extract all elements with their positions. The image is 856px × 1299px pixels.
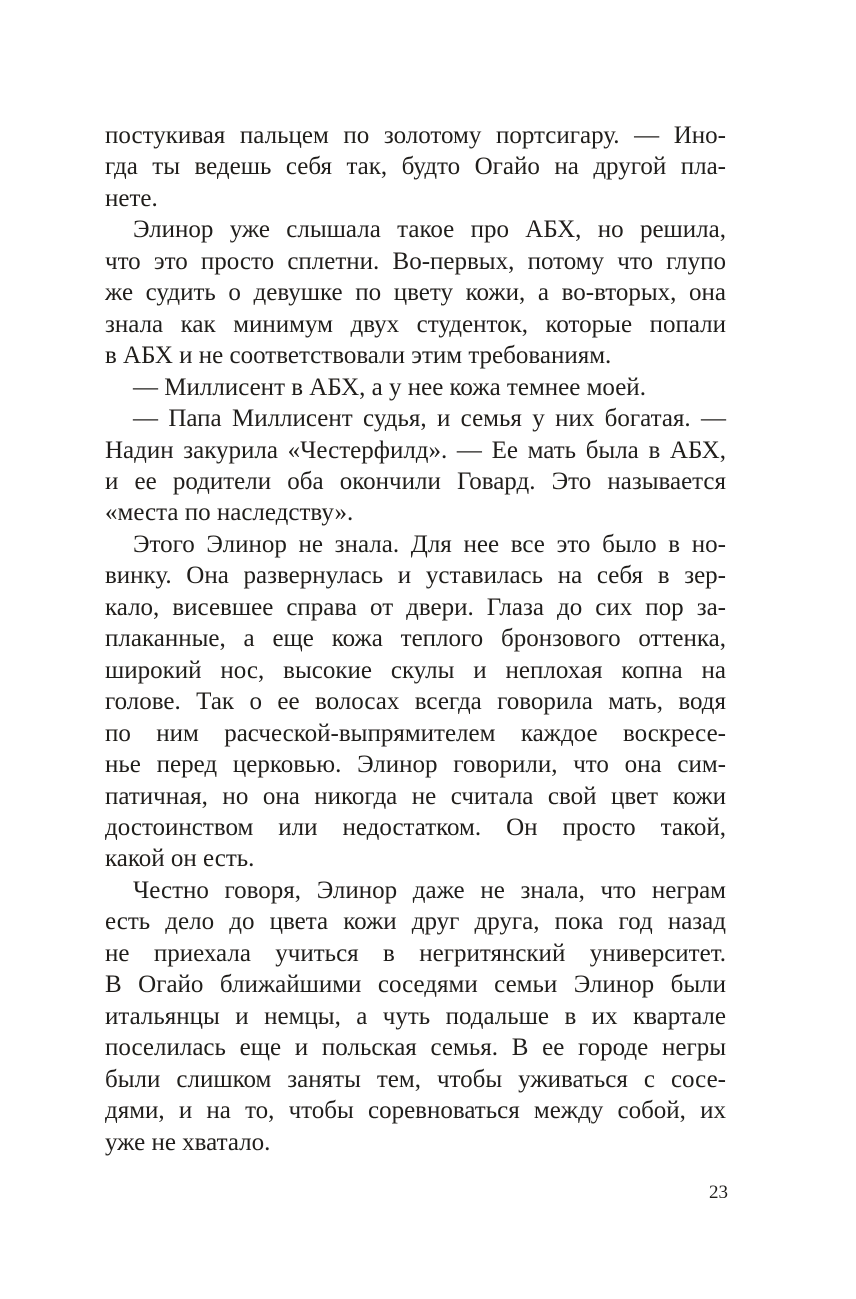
text-line: какой он есть. (105, 845, 255, 873)
text-line: патичная, но она никогда не считала свой цвет кожи (105, 782, 726, 810)
text-line: поселилась еще и польская семья. В ее городе негры (105, 1034, 726, 1062)
text-line: постукивая пальцем по золотому портсигару. — Ино- (105, 122, 726, 149)
text-line: не приехала учиться в негритянский университет. (105, 939, 726, 967)
text-line: «места по наследству». (105, 499, 354, 527)
text-line: по ним расческой-выпрямителем каждое воскресе- (105, 719, 726, 747)
text-line: в АБХ и не соответствовали этим требованиям. (105, 342, 612, 370)
text-line: В Огайо ближайшими соседями семьи Элинор были (105, 971, 726, 999)
text-line: нете. (105, 184, 158, 212)
text-line: Надин закурила «Честерфилд». — Ее мать была в АБХ, (105, 436, 726, 464)
text-line: плаканные, а еще кожа теплого бронзового оттенка, (105, 625, 726, 653)
text-line: что это просто сплетни. Во-первых, потому что глупо (105, 247, 726, 275)
text-line: — Папа Миллисент судья, и семья у них богатая. — (133, 405, 726, 433)
text-line: кало, висевшее справа от двери. Глаза до сих пор за- (105, 593, 726, 621)
text-line: и ее родители оба окончили Говард. Это называется (105, 467, 726, 495)
text-line: достоинством или недостатком. Он просто такой, (105, 813, 726, 841)
text-line: же судить о девушке по цвету кожи, а во-вторых, она (105, 279, 726, 307)
text-line: гда ты ведешь себя так, будто Огайо на другой пла- (105, 153, 726, 181)
text-line: нье перед церковью. Элинор говорили, что она сим- (105, 751, 726, 779)
text-line: уже не хватало. (105, 1128, 271, 1156)
text-line: — Миллисент в АБХ, а у нее кожа темнее моей. (133, 373, 646, 401)
text-line: Элинор уже слышала такое про АБХ, но решила, (133, 216, 726, 244)
text-block (105, 120, 726, 1158)
text-line: широкий нос, высокие скулы и неплохая копна на (105, 656, 726, 684)
text-line: дями, и на то, чтобы соревноваться между собой, их (105, 1097, 726, 1125)
text-line: Этого Элинор не знала. Для нее все это было в но- (133, 530, 726, 558)
text-line: были слишком заняты тем, чтобы уживаться с сосе- (105, 1065, 726, 1093)
text-line: итальянцы и немцы, а чуть подальше в их квартале (105, 1002, 726, 1030)
text-line: знала как минимум двух студенток, которые попали (105, 310, 726, 338)
text-line: есть дело до цвета кожи друг друга, пока год назад (105, 908, 726, 936)
text-line: винку. Она развернулась и уставилась на себя в зер- (105, 562, 726, 590)
text-line: Честно говоря, Элинор даже не знала, что неграм (133, 876, 726, 904)
text-line: голове. Так о ее волосах всегда говорила мать, водя (105, 688, 726, 716)
page-number: 23 (709, 1182, 728, 1203)
